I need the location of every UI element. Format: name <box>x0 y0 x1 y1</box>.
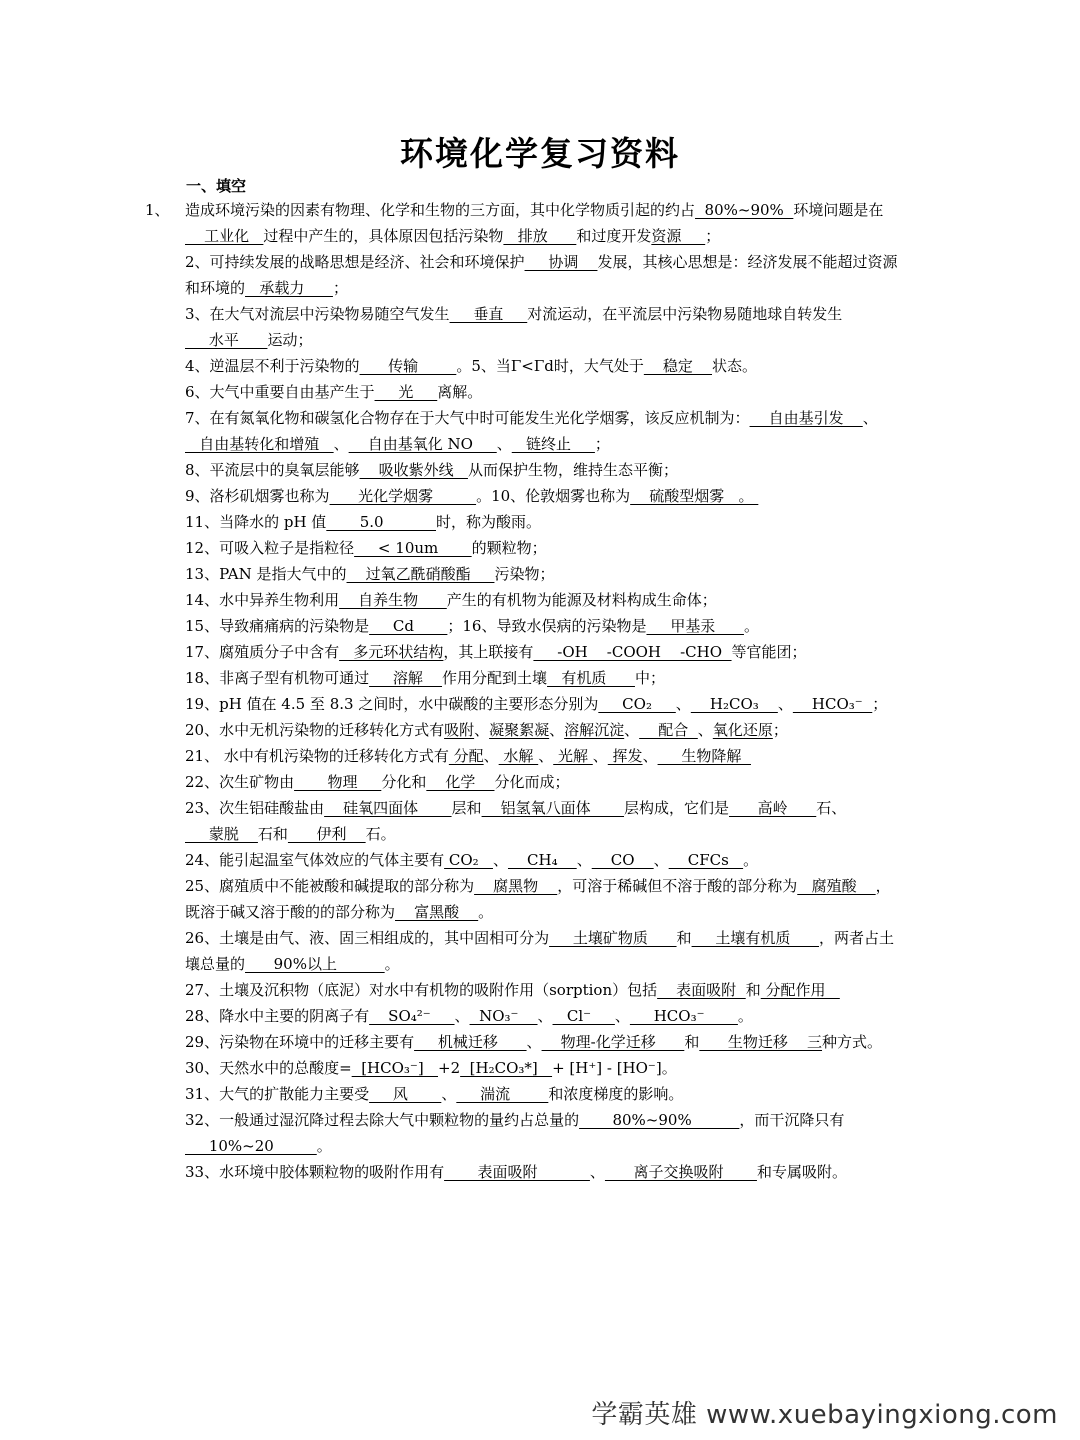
question-item <box>145 1055 905 1081</box>
question-text: 、 <box>549 721 565 739</box>
answer-blank: 自由基转化和增殖 <box>185 435 334 453</box>
question-text: 。 <box>743 617 759 635</box>
question-text: ，既溶于碱又溶于酸的的部分称为 <box>185 877 891 921</box>
question-text: 、 <box>492 851 508 869</box>
question-text: 19、pH 值在 4.5 至 8.3 之间时，水中碳酸的主要形态分别为 <box>185 695 599 713</box>
question-text: 14、水中异养生物利用 <box>185 591 340 609</box>
question-text: 22、次生矿物由 <box>185 773 295 791</box>
answer-blank: NO₃⁻ <box>469 1007 538 1025</box>
question-list <box>145 197 905 1185</box>
answer-blank: HCO₃⁻ <box>629 1007 738 1025</box>
question-text: 20、水中无机污染物的迁移转化方式有 <box>185 721 445 739</box>
answer-blank: 土壤矿物质 <box>549 929 677 947</box>
question-text: 18、非离子型有机物可通过 <box>185 669 370 687</box>
question-text: 25、腐殖质中不能被酸和碱提取的部分称为 <box>185 877 475 895</box>
question-item <box>145 925 905 977</box>
question-text: 层构成，它们是 <box>624 799 730 817</box>
question-text: ； <box>772 721 788 739</box>
question-item <box>145 301 905 353</box>
answer-blank: 风 <box>369 1085 442 1103</box>
question-text: 污染物； <box>494 565 555 583</box>
question-number: 1、 <box>145 201 170 219</box>
question-text: 产生的有机物为能源及材料构成生命体； <box>446 591 717 609</box>
question-item <box>145 873 905 925</box>
question-text: 、 <box>592 747 608 765</box>
answer-blank: 10%~20 <box>185 1137 317 1155</box>
question-item <box>145 847 905 873</box>
question-text: 、 <box>333 435 349 453</box>
question-text: 运动； <box>267 331 313 349</box>
question-text: 、 <box>483 747 499 765</box>
question-item <box>145 379 905 405</box>
question-text: 11、当降水的 pH 值 <box>185 513 327 531</box>
question-text: ，而干沉降只有 <box>739 1111 845 1129</box>
question-text: 等官能团； <box>731 643 807 661</box>
question-text: 21、 水中有机污染物的迁移转化方式有 <box>185 747 449 765</box>
question-text: ； <box>872 695 888 713</box>
question-item <box>145 483 905 509</box>
question-text: 31、大气的扩散能力主要受 <box>185 1085 370 1103</box>
answer-blank: 多元环状结构 <box>339 643 444 661</box>
question-text: 。10、伦敦烟雾也称为 <box>476 487 631 505</box>
answer-blank: 吸附 <box>444 721 475 739</box>
question-text: 13、PAN 是指大气中的 <box>185 565 347 583</box>
answer-blank: 化学 <box>426 773 495 791</box>
section-heading: 一、填空 <box>186 177 247 195</box>
answer-blank: 自养生物 <box>339 591 447 609</box>
question-text: ，两者占土壤总量的 <box>185 929 895 973</box>
question-text: ； <box>594 435 610 453</box>
answer-blank: < 10um <box>354 539 472 557</box>
answer-blank: 协调 <box>524 253 598 271</box>
question-text: 。 <box>478 903 494 921</box>
question-item <box>145 535 905 561</box>
answer-blank: 水平 <box>185 331 268 349</box>
question-text: 、 <box>454 1007 470 1025</box>
question-text: 7、在有氮氧化物和碳氢化合物存在于大气中时可能发生光化学烟雾，该反应机制为： <box>185 409 750 427</box>
question-text: 、 <box>537 1007 553 1025</box>
question-item <box>145 249 905 301</box>
question-text: 2、可持续发展的战略思想是经济、社会和环境保护 <box>185 253 525 271</box>
question-text: 6、大气中重要自由基产生于 <box>185 383 375 401</box>
answer-blank: CO₂ <box>598 695 676 713</box>
question-text: 。 <box>316 1137 332 1155</box>
question-text: 32、一般通过湿沉降过程去除大气中颗粒物的量约占总量的 <box>185 1111 580 1129</box>
question-text: 、 <box>441 1085 457 1103</box>
answer-blank: 垂直 <box>449 305 528 323</box>
question-text: 12、可吸入粒子是指粒径 <box>185 539 355 557</box>
question-item <box>145 1029 905 1055</box>
question-text: 。 <box>743 851 759 869</box>
answer-blank: 传输 <box>359 357 457 375</box>
question-text: 作用分配到土壤 <box>442 669 548 687</box>
answer-blank: 物理 <box>294 773 382 791</box>
answer-blank: 80%~90% <box>695 201 794 219</box>
question-text: ，可溶于稀碱但不溶于酸的部分称为 <box>557 877 798 895</box>
answer-blank: 凝聚絮凝 <box>489 721 550 739</box>
question-item <box>145 1003 905 1029</box>
answer-blank: 分配 <box>448 747 484 765</box>
answer-blank: 生物迁移 三 <box>699 1033 823 1051</box>
answer-blank: 5.0 <box>326 513 436 531</box>
question-text: 和浓度梯度的影响。 <box>548 1085 684 1103</box>
question-text: 27、土壤及沉积物（底泥）对水中有机物的吸附作用（sorption）包括 <box>185 981 658 999</box>
question-item <box>145 743 905 769</box>
question-item <box>145 1081 905 1107</box>
answer-blank: 资源 <box>651 227 706 245</box>
answer-blank: 自由基引发 <box>749 409 863 427</box>
answer-blank: 链终止 <box>511 435 595 453</box>
question-item <box>145 639 905 665</box>
question-item <box>145 769 905 795</box>
question-text: 、 <box>624 721 640 739</box>
answer-blank: 蒙脱 <box>185 825 258 843</box>
answer-blank: [HCO₃⁻] <box>351 1059 438 1077</box>
question-item <box>145 691 905 717</box>
answer-blank: 富黑酸 <box>395 903 479 921</box>
answer-blank: 硫酸型烟雾 。 <box>630 487 759 505</box>
answer-blank: 甲基汞 <box>646 617 744 635</box>
question-text: 、 <box>538 747 554 765</box>
question-text: 过程中产生的，具体原因包括污染物 <box>263 227 504 245</box>
answer-blank: 伊利 <box>287 825 366 843</box>
answer-blank: CFCs <box>668 851 744 869</box>
question-text: 和专属吸附。 <box>756 1163 847 1181</box>
answer-blank: 稳定 <box>643 357 712 375</box>
page-title: 环境化学复习资料 <box>400 134 680 173</box>
answer-blank: SO₄²⁻ <box>369 1007 455 1025</box>
answer-blank: 吸收紫外线 <box>359 461 468 479</box>
answer-blank: 腐殖酸 <box>797 877 876 895</box>
question-text: 石和 <box>257 825 288 843</box>
answer-blank: 腐黑物 <box>474 877 558 895</box>
question-text: 26、土壤是由气、液、固三相组成的，其中固相可分为 <box>185 929 550 947</box>
answer-blank: HCO₃⁻ <box>792 695 873 713</box>
answer-blank: 挥发 <box>607 747 643 765</box>
question-text: 对流运动，在平流层中污染物易随地球自转发生 <box>527 305 843 323</box>
question-text: 28、降水中主要的阴离子有 <box>185 1007 370 1025</box>
question-text: 4、逆温层不利于污染物的 <box>185 357 360 375</box>
answer-blank: 高岭 <box>729 799 817 817</box>
answer-blank: 生物降解 <box>657 747 751 765</box>
answer-blank: H₂CO₃ <box>690 695 778 713</box>
answer-blank: CO₂ <box>444 851 493 869</box>
answer-blank: 自由基氧化 NO <box>348 435 497 453</box>
answer-blank: 表面吸附 <box>657 981 746 999</box>
answer-blank: 溶解沉淀 <box>564 721 625 739</box>
answer-blank: 光化学烟雾 <box>329 487 477 505</box>
question-text: 环境问题是在 <box>793 201 884 219</box>
answer-blank: 90%以上 <box>245 955 385 973</box>
question-text: 。 <box>384 955 400 973</box>
answer-blank: 排放 <box>503 227 577 245</box>
question-text: 、 <box>496 435 512 453</box>
question-text: 23、次生铝硅酸盐由 <box>185 799 325 817</box>
answer-blank: 湍流 <box>456 1085 549 1103</box>
question-text: + [H⁺] - [HO⁻]。 <box>552 1059 677 1077</box>
answer-blank: 溶解 <box>369 669 443 687</box>
answer-blank: 表面吸附 <box>444 1163 590 1181</box>
question-text: 和 <box>676 929 692 947</box>
question-text: 3、在大气对流层中污染物易随空气发生 <box>185 305 450 323</box>
question-text: 29、污染物在环境中的迁移主要有 <box>185 1033 415 1051</box>
question-text: 、 <box>675 695 691 713</box>
question-text: 发展，其核心思想是：经济发展不能超过资源和环境的 <box>185 253 898 297</box>
question-item <box>145 561 905 587</box>
answer-blank: 承载力 <box>245 279 333 297</box>
question-item <box>145 197 905 249</box>
question-text: 、 <box>653 851 669 869</box>
question-item <box>145 405 905 457</box>
answer-blank: 离子交换吸附 <box>604 1163 757 1181</box>
question-text: 8、平流层中的臭氧层能够 <box>185 461 360 479</box>
question-text: 造成环境污染的因素有物理、化学和生物的三方面，其中化学物质引起的约占 <box>185 201 696 219</box>
question-text: 30、天然水中的总酸度= <box>185 1059 352 1077</box>
question-item <box>145 353 905 379</box>
question-item <box>145 613 905 639</box>
question-text: 。 <box>737 1007 753 1025</box>
question-text: 和 <box>745 981 761 999</box>
question-text: 分化和 <box>381 773 427 791</box>
question-text: ； <box>332 279 348 297</box>
answer-blank: 水解 <box>498 747 539 765</box>
question-text: 、 <box>474 721 490 739</box>
question-text: 离解。 <box>437 383 483 401</box>
watermark-footer: 学霸英雄 www.xuebayingxiong.com <box>591 1400 1058 1430</box>
question-text: 、 <box>589 1163 605 1181</box>
question-item <box>145 1107 905 1159</box>
answer-blank: CO <box>591 851 654 869</box>
question-text: 、 <box>697 721 713 739</box>
question-text: 种方式。 <box>822 1033 883 1051</box>
answer-blank: -OH -COOH -CHO <box>533 643 732 661</box>
question-item <box>145 587 905 613</box>
question-item <box>145 717 905 743</box>
question-item <box>145 1159 905 1185</box>
question-text: 、 <box>777 695 793 713</box>
question-text: 的颗粒物； <box>471 539 547 557</box>
question-text: 17、腐殖质分子中含有 <box>185 643 340 661</box>
answer-blank: 过氧乙酰硝酸酯 <box>346 565 495 583</box>
question-text: 33、水环境中胶体颗粒物的吸附作用有 <box>185 1163 445 1181</box>
answer-blank: [H₂CO₃*] <box>460 1059 553 1077</box>
question-text: 。5、当Γ<Γd时，大气处于 <box>456 357 644 375</box>
question-item <box>145 795 905 847</box>
answer-blank: 有机质 <box>547 669 635 687</box>
question-text: 石、 <box>816 799 847 817</box>
question-text: ；16、导致水俣病的污染物是 <box>447 617 647 635</box>
question-text: 24、能引起温室气体效应的气体主要有 <box>185 851 445 869</box>
question-text: 状态。 <box>712 357 758 375</box>
question-text: 和 <box>684 1033 700 1051</box>
question-item <box>145 977 905 1003</box>
answer-blank: 硅氧四面体 <box>324 799 452 817</box>
question-item <box>145 457 905 483</box>
question-text: 从而保护生物，维持生态平衡； <box>467 461 678 479</box>
question-text: 和过度开发 <box>576 227 652 245</box>
answer-blank: 铝氢氧八面体 <box>481 799 625 817</box>
question-text: 石。 <box>365 825 396 843</box>
question-text: 、 <box>576 851 592 869</box>
answer-blank: 氧化还原 <box>712 721 773 739</box>
question-text: 、 <box>526 1033 542 1051</box>
question-text: +2 <box>438 1059 461 1077</box>
question-item <box>145 665 905 691</box>
question-text: ； <box>705 227 721 245</box>
question-item <box>145 509 905 535</box>
answer-blank: 光解 <box>553 747 593 765</box>
answer-blank: 分配作用 <box>760 981 840 999</box>
question-text: 中； <box>634 669 665 687</box>
answer-blank: 80%~90% <box>579 1111 740 1129</box>
answer-blank: 机械迁移 <box>414 1033 527 1051</box>
question-text: 9、洛杉矶烟雾也称为 <box>185 487 330 505</box>
answer-blank: 光 <box>374 383 438 401</box>
answer-blank: Cd <box>369 617 448 635</box>
answer-blank: CH₄ <box>507 851 577 869</box>
question-text: 、 <box>862 409 878 427</box>
question-text: 分化而成； <box>494 773 570 791</box>
answer-blank: 土壤有机质 <box>691 929 820 947</box>
question-text: 、 <box>614 1007 630 1025</box>
question-text: 层和 <box>451 799 482 817</box>
answer-blank: Cl⁻ <box>552 1007 615 1025</box>
question-text: 15、导致痛痛病的污染物是 <box>185 617 370 635</box>
question-text: ，其上联接有 <box>443 643 534 661</box>
answer-blank: 物理-化学迁移 <box>541 1033 685 1051</box>
answer-blank: 配合 <box>639 721 698 739</box>
answer-blank: 工业化 <box>185 227 264 245</box>
question-text: 、 <box>642 747 658 765</box>
question-text: 时，称为酸雨。 <box>436 513 542 531</box>
